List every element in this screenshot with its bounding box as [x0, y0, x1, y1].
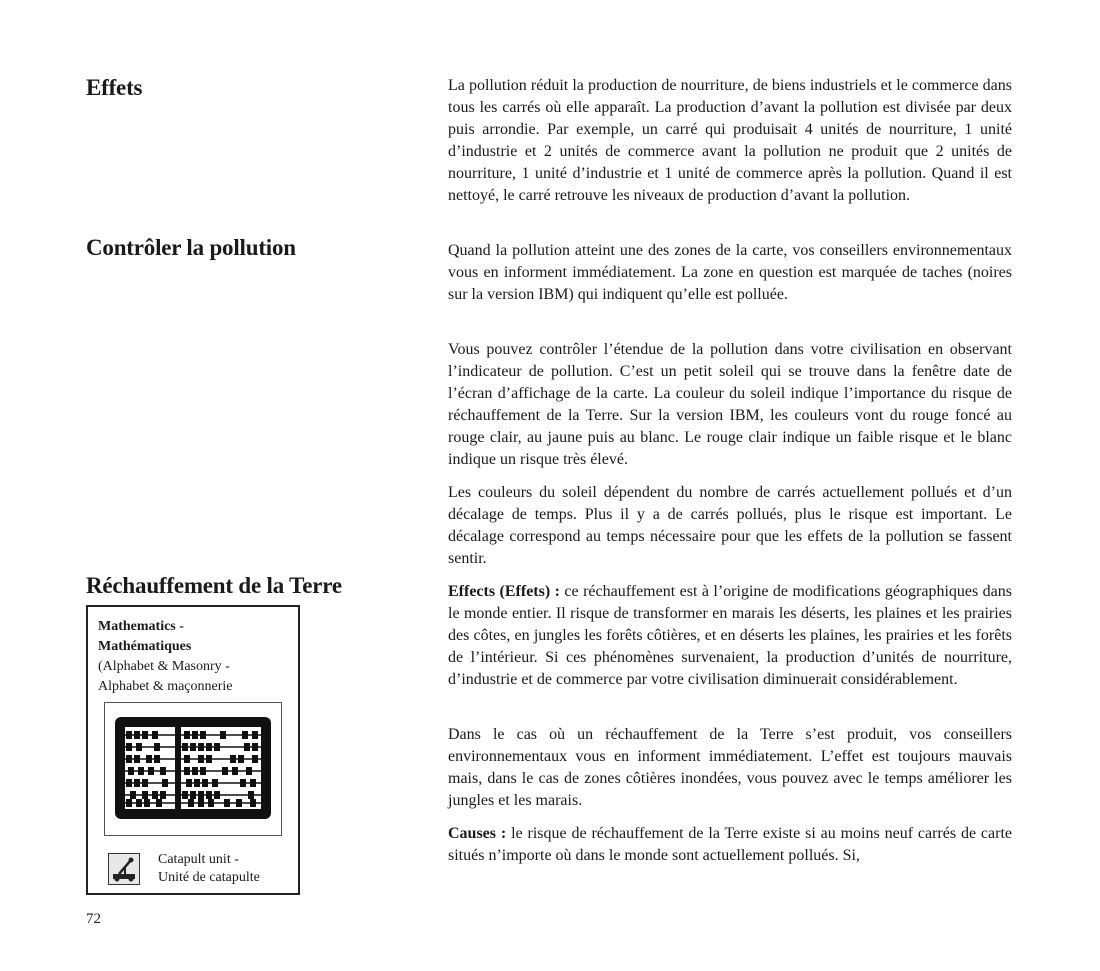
catapult-icon [108, 853, 140, 885]
paragraph-couleurs-soleil: Les couleurs du soleil dépendent du nombre de carrés actuellement pollués et d’un décalage de temps. Plus il y a de carrés pollués, plus le risque est important. Le décalage correspond au temps nécessaire pour que les effets de la pollution se fassent sentir. [448, 484, 1012, 567]
paragraph-controle-intro: Quand la pollution atteint une des zones de la carte, vos conseillers environnementaux vous en informent immédiatement. La zone en question est marquée de taches (noires sur la version IBM) qui indiquent qu’elle est polluée. [448, 242, 1012, 303]
causes-body: le risque de réchauffement de la Terre existe si au moins neuf carrés de carte situés n’importe où dans le monde sont actuellement pollués. Si, [448, 825, 1012, 864]
tech-prereq-en: (Alphabet & Masonry - [98, 659, 230, 674]
heading-effets: Effets [86, 75, 143, 100]
abacus-image-frame [104, 702, 282, 836]
unit-name-en: Catapult unit - [158, 852, 239, 867]
paragraph-causes [448, 823, 1012, 867]
page-number: 72 [86, 911, 101, 927]
unit-name-fr: Unité de catapulte [158, 870, 260, 885]
unit-label [158, 851, 260, 887]
effects-lead: Effects (Effets) : [448, 583, 560, 600]
tech-name-fr: Mathématiques [98, 639, 192, 654]
heading-rechauffement-terre: Réchauffement de la Terre [86, 573, 342, 598]
paragraph-effets: La pollution réduit la production de nourriture, de biens industriels et le commerce dans tous les carrés où elle apparaît. La production d’avant la pollution est divisée par deux puis arrondie. Par exemple, un carré qui produisait 4 unités de nourriture, 1 unité d’industrie et 2 unités de commerce avant la pollution ne produit que 2 unités de nourriture, 1 unité d’industrie et 1 unité de commerce après la pollution. Quand il est nettoyé, le carré retrouve les niveaux de production d’avant la pollution. [448, 77, 1012, 204]
tech-info [98, 617, 294, 697]
tech-sidebar-box [86, 605, 300, 895]
paragraph-effects [448, 581, 1012, 691]
causes-lead: Causes : [448, 825, 507, 842]
heading-controler-pollution: Contrôler la pollution [86, 235, 296, 260]
paragraph-rechauffement-produit: Dans le cas où un réchauffement de la Terre s’est produit, vos conseillers environnementaux vous en informent immédiatement. L’effet est toujours mauvais mais, dans le cas de zones côtières inondées, vous pouvez avec le temps améliorer les jungles et les marais. [448, 726, 1012, 809]
tech-name-en: Mathematics - [98, 619, 184, 634]
tech-prereq-fr: Alphabet & maçonnerie [98, 679, 233, 694]
effects-body: ce réchauffement est à l’origine de modifications géographiques dans le monde entier. Il risque de transformer en marais les déserts, les plaines et les prairies des côtes, en jungles les forêts côtières, et en déserts les plaines, les prairies et les forêts de l’intérieur. Si ces phénomènes survenaient, la production d’unités de nourriture, d’industrie et de commerce par votre civilisation diminuerait considérablement. [448, 583, 1013, 688]
paragraph-indicateur: Vous pouvez contrôler l’étendue de la pollution dans votre civilisation en observant l’indicateur de pollution. C’est un petit soleil qui se trouve dans la fenêtre date de l’écran d’affichage de la carte. La couleur du soleil indique l’importance du risque de réchauffement de la Terre. Sur la version IBM, les couleurs vont du rouge foncé au rouge clair, au jaune puis au blanc. Le rouge clair indique un faible risque et le blanc indique un risque très élevé. [448, 341, 1012, 468]
abacus-icon [105, 703, 281, 835]
